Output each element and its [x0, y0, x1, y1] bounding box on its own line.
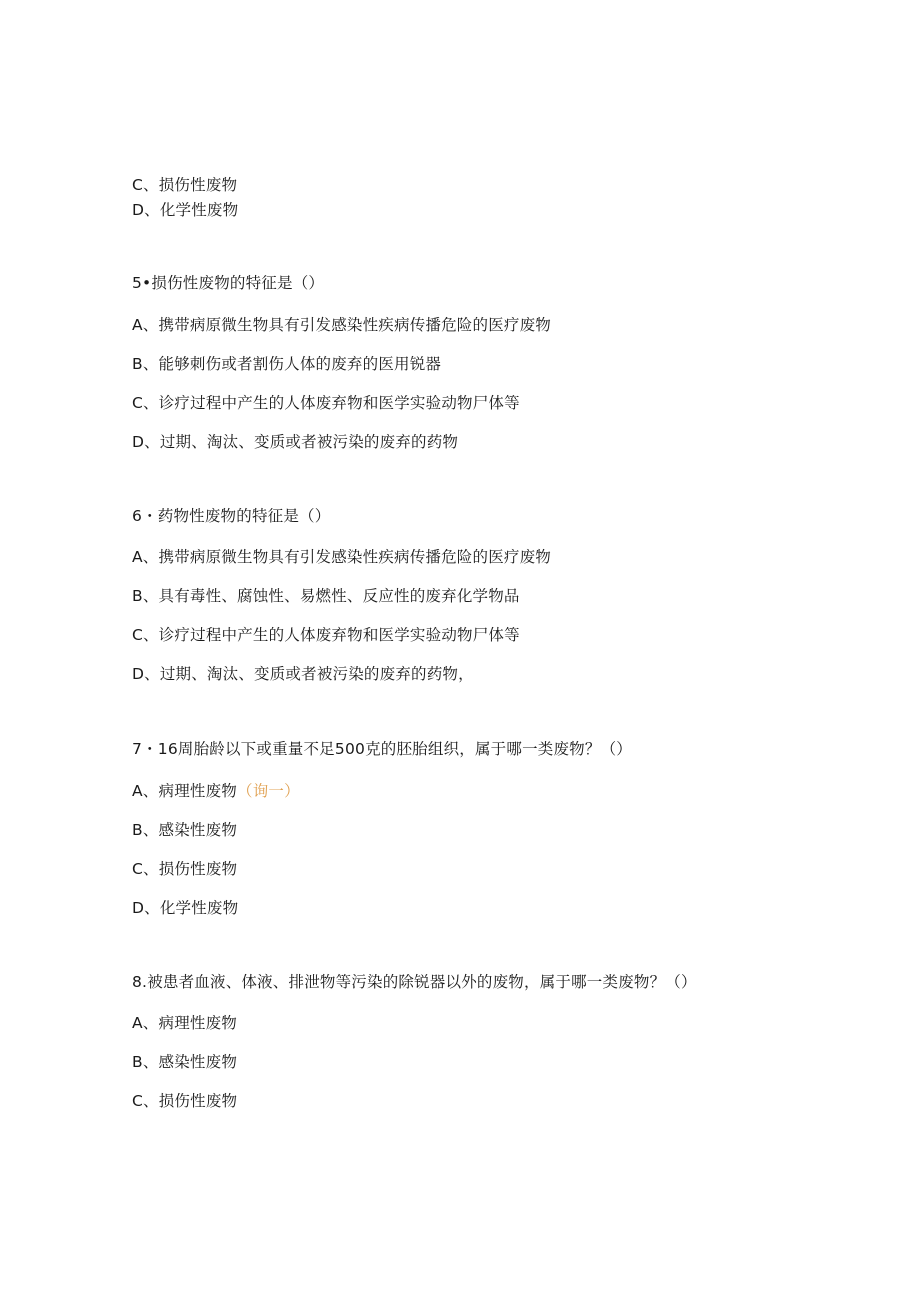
q7-option-a-label: A、病理性废物 — [132, 782, 238, 800]
q6-stem: 6・药物性废物的特征是（） — [132, 507, 331, 525]
q8-option-c: C、损伤性废物 — [132, 1092, 238, 1110]
q7-option-a-annotation: （询一） — [237, 782, 300, 800]
q6-option-d: D、过期、淘汰、变质或者被污染的废弃的药物， — [132, 665, 474, 683]
q5-option-d: D、过期、淘汰、变质或者被污染的废弃的药物 — [132, 433, 459, 451]
q5-option-c: C、诊疗过程中产生的人体废弃物和医学实验动物尸体等 — [132, 394, 520, 412]
q8-option-b: B、感染性废物 — [132, 1053, 238, 1071]
q4-option-d: D、化学性废物 — [132, 201, 239, 219]
q6-option-a: A、携带病原微生物具有引发感染性疾病传播危险的医疗废物 — [132, 548, 552, 566]
q7-option-b: B、感染性废物 — [132, 821, 238, 839]
q8-stem: 8.被患者血液、体液、排泄物等污染的除锐器以外的废物，属于哪一类废物？（） — [132, 973, 697, 991]
q4-option-c: C、损伤性废物 — [132, 176, 238, 194]
q5-option-a: A、携带病原微生物具有引发感染性疾病传播危险的医疗废物 — [132, 316, 552, 334]
q7-option-d: D、化学性废物 — [132, 899, 239, 917]
q6-option-c: C、诊疗过程中产生的人体废弃物和医学实验动物尸体等 — [132, 626, 520, 644]
q7-option-c: C、损伤性废物 — [132, 860, 238, 878]
q7-option-a — [132, 780, 300, 802]
q5-option-b: B、能够刺伤或者割伤人体的废弃的医用锐器 — [132, 355, 442, 373]
q7-stem: 7・16周胎龄以下或重量不足500克的胚胎组织，属于哪一类废物？（） — [132, 740, 632, 758]
q6-option-b: B、具有毒性、腐蚀性、易燃性、反应性的废弃化学物品 — [132, 587, 520, 605]
q8-option-a: A、病理性废物 — [132, 1014, 238, 1032]
q5-stem: 5•损伤性废物的特征是（） — [132, 274, 325, 292]
